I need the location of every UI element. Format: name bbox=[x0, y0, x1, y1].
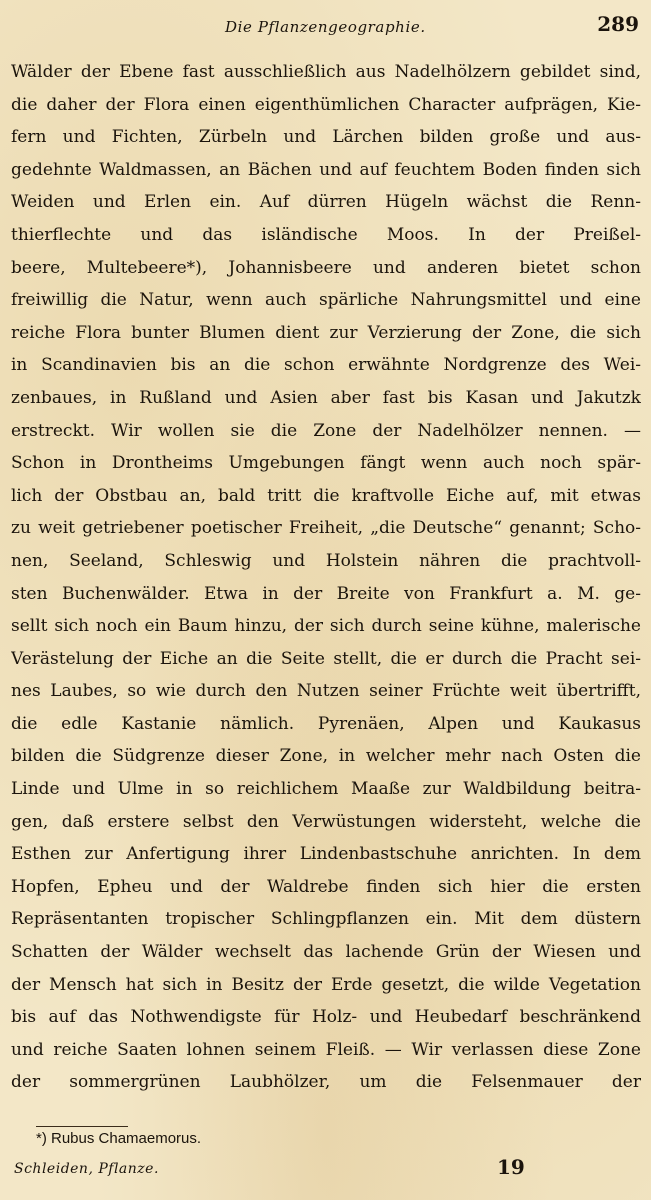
text-line: reiche Flora bunter Blumen dient zur Verzierung der Zone, die sich bbox=[11, 322, 641, 343]
sheet-number: 19 bbox=[497, 1155, 525, 1179]
text-line: erstreckt. Wir wollen sie die Zone der Nadelhölzer nennen. — bbox=[11, 420, 641, 441]
text-line: Verästelung der Eiche an die Seite stellt, die er durch die Pracht sei- bbox=[11, 648, 641, 669]
footnote: *) Rubus Chamaemorus. bbox=[36, 1130, 202, 1147]
text-line: und reiche Saaten lohnen seinem Fleiß. — Wir verlassen diese Zone bbox=[11, 1039, 641, 1060]
text-line: sten Buchenwälder. Etwa in der Breite von Frankfurt a. M. ge- bbox=[11, 583, 641, 604]
text-line: Repräsentanten tropischer Schlingpflanzen ein. Mit dem düstern bbox=[11, 909, 641, 930]
text-line: Weiden und Erlen ein. Auf dürren Hügeln wächst die Renn- bbox=[11, 192, 641, 213]
text-line: zenbaues, in Rußland und Asien aber fast bis Kasan und Jakutzk bbox=[11, 387, 641, 408]
text-line: Hopfen, Epheu und der Waldrebe finden sich hier die ersten bbox=[11, 876, 641, 897]
page-header bbox=[0, 8, 651, 38]
text-line: gen, daß erstere selbst den Verwüstungen widersteht, welche die bbox=[11, 811, 641, 832]
text-line: beere, Multebeere*), Johannisbeere und anderen bietet schon bbox=[11, 257, 641, 278]
running-title: Die Pflanzengeographie. bbox=[225, 18, 426, 36]
text-line: fern und Fichten, Zürbeln und Lärchen bilden große und aus- bbox=[11, 127, 641, 148]
body-text bbox=[11, 56, 641, 1099]
text-line: der Mensch hat sich in Besitz der Erde gesetzt, die wilde Vegetation bbox=[11, 974, 641, 995]
text-line: Linde und Ulme in so reichlichem Maaße zur Waldbildung beitra- bbox=[11, 779, 641, 800]
text-line: sellt sich noch ein Baum hinzu, der sich durch seine kühne, malerische bbox=[11, 616, 641, 637]
text-line: der sommergrünen Laubhölzer, um die Felsenmauer der bbox=[11, 1072, 641, 1093]
text-line: bilden die Südgrenze dieser Zone, in welcher mehr nach Osten die bbox=[11, 746, 641, 767]
text-line: die edle Kastanie nämlich. Pyrenäen, Alpen und Kaukasus bbox=[11, 713, 641, 734]
footnote-rule bbox=[36, 1126, 128, 1127]
signature-mark: Schleiden, Pflanze. bbox=[14, 1161, 159, 1177]
text-line: lich der Obstbau an, bald tritt die kraftvolle Eiche auf, mit etwas bbox=[11, 485, 641, 506]
text-line: Schatten der Wälder wechselt das lachende Grün der Wiesen und bbox=[11, 942, 641, 963]
page-number: 289 bbox=[597, 12, 639, 36]
text-line: zu weit getriebener poetischer Freiheit, „die Deutsche“ genannt; Scho- bbox=[11, 518, 641, 539]
text-line: Esthen zur Anfertigung ihrer Lindenbastschuhe anrichten. In dem bbox=[11, 844, 641, 865]
text-line: nes Laubes, so wie durch den Nutzen seiner Früchte weit übertrifft, bbox=[11, 681, 641, 702]
text-line: freiwillig die Natur, wenn auch spärliche Nahrungsmittel und eine bbox=[11, 290, 641, 311]
text-line: in Scandinavien bis an die schon erwähnte Nordgrenze des Wei- bbox=[11, 355, 641, 376]
text-line: bis auf das Nothwendigste für Holz- und Heubedarf beschränkend bbox=[11, 1007, 641, 1028]
text-line: Wälder der Ebene fast ausschließlich aus Nadelhölzern gebildet sind, bbox=[11, 62, 641, 82]
text-line: thierflechte und das isländische Moos. In der Preißel- bbox=[11, 224, 641, 245]
text-line: Schon in Drontheims Umgebungen fängt wenn auch noch spär- bbox=[11, 453, 641, 474]
page-footer bbox=[0, 1155, 651, 1185]
text-line: gedehnte Waldmassen, an Bächen und auf feuchtem Boden finden sich bbox=[11, 159, 641, 180]
text-line: die daher der Flora einen eigenthümlichen Character aufprägen, Kie- bbox=[11, 94, 641, 115]
text-line: nen, Seeland, Schleswig und Holstein nähren die prachtvoll- bbox=[11, 550, 641, 571]
